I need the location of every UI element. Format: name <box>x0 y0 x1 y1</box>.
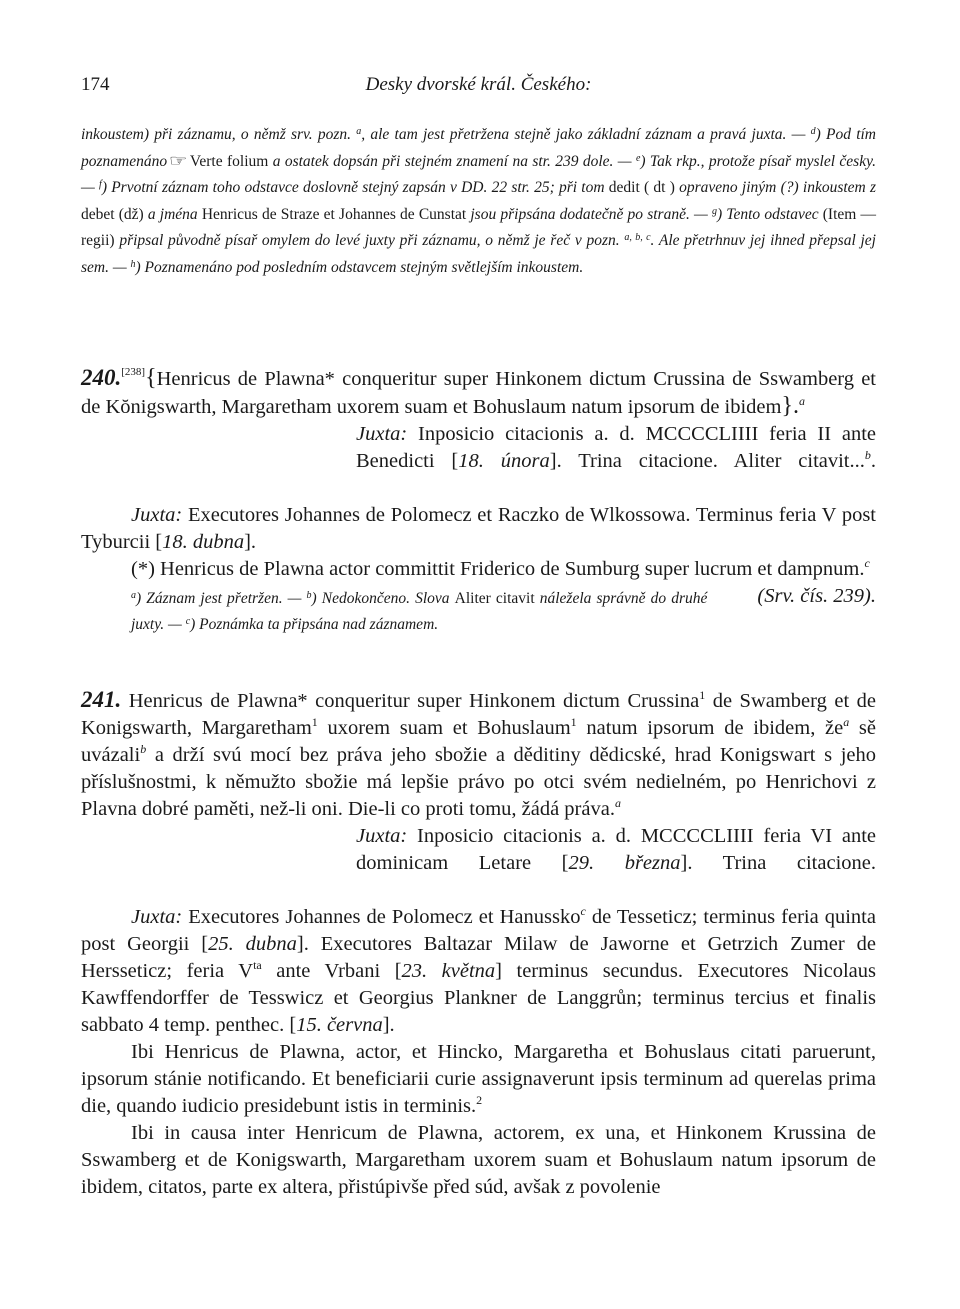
note-text: ) Poznámka ta připsána nad záznamem. <box>190 616 439 633</box>
entry-text: uxorem suam et Bohuslaum <box>317 717 571 739</box>
page-number: 174 <box>81 74 110 95</box>
footnotes-continued <box>81 122 876 282</box>
footnote-ref: 1 <box>699 688 706 702</box>
note-quote: Aliter citavit <box>454 590 535 607</box>
juxta-label: Juxta: <box>356 825 408 847</box>
note-text: inkoustem) při záznamu, o němž srv. pozn. <box>81 126 357 143</box>
note-marker: a <box>614 796 621 810</box>
ordinal-suffix: ta <box>253 958 262 972</box>
note-marker: c <box>864 556 870 570</box>
addition-text: (*) Henricus de Plawna actor committit Friderico de Sumburg super lucrum et dampnum. <box>131 558 865 580</box>
note-marker: e <box>635 152 641 164</box>
note-marker: b <box>140 742 147 756</box>
entry-number: 241. <box>81 687 122 712</box>
juxta-text: ]. <box>244 531 257 553</box>
date-note: 25. dubna <box>208 933 297 955</box>
juxta-text: . <box>870 450 877 472</box>
note-text: ) Záznam jest přetržen. — <box>136 590 307 607</box>
note-text: ) Pod tím poznamenáno <box>81 126 876 170</box>
date-note: 29. března <box>568 852 681 874</box>
entry-241-paragraph-3 <box>81 1039 876 1120</box>
entry-text: natum ipsorum de ibidem, že <box>576 717 844 739</box>
note-text: . Ale přetrhnuv jej ihned přepsal jej sem. — <box>81 232 876 276</box>
note-marker: c <box>580 904 586 918</box>
juxta-label: Juxta: <box>356 423 408 445</box>
footnote-ref: 1 <box>570 715 577 729</box>
entry-241-juxta-1 <box>81 823 876 904</box>
juxta-text: Executores Johannes de Polomecz et Raczko de Wlkossowa. Terminus feria V post Tyburcii [ <box>81 504 876 553</box>
note-marker: a <box>131 590 136 601</box>
entry-number: 240. <box>81 365 122 390</box>
footnote-ref: 2 <box>476 1093 483 1107</box>
juxta-text: ]. <box>382 1014 395 1036</box>
note-marker: b <box>306 590 312 601</box>
note-marker: c <box>185 616 191 627</box>
note-text: náležela správně do druhé juxty. — <box>131 590 708 633</box>
entry-text: de Swamberg et de Konigswarth, Margaretham <box>81 690 876 739</box>
note-quote: dedit ( dt ) <box>608 179 675 197</box>
juxta-text: ]. Trina citacione. Aliter citavit... <box>549 450 865 472</box>
note-quote: (Item — regii) <box>81 205 877 250</box>
juxta-text: ] terminus secundus. Executores Nicolaus Kawffendorffer de Tesswicz et Georgius Plankner de Langgrůn; terminus tercius et finalis sabbato 4 temp. penthec. [ <box>81 960 876 1036</box>
entry-240 <box>81 364 876 638</box>
brace-close: }. <box>781 393 800 419</box>
note-text: a jména <box>143 205 202 223</box>
note-marker: a <box>843 715 850 729</box>
footnote-ref: 1 <box>311 715 318 729</box>
juxta-label: Juxta: <box>131 906 183 928</box>
page-header <box>81 74 876 104</box>
note-text: , ale tam jest přetržena stejně jako základní záznam a pravá juxta. — <box>361 126 811 143</box>
note-quote: Henricus de Straze et Johannes de Cunstat <box>201 205 467 223</box>
note-text: opraveno jiným (?) inkoustem z <box>674 179 877 197</box>
entry-241 <box>81 686 876 1201</box>
date-note: 23. května <box>401 960 496 982</box>
entry-reference: [238] <box>121 366 146 378</box>
juxta-label: Juxta: <box>131 504 183 526</box>
brace-open: { <box>145 365 157 391</box>
entry-text: Henricus de Plawna* conqueritur super Hinkonem dictum Crussina de Sswamberg et de Kŏnigswarth, Margaretham uxorem suam et Bohuslaum natum ipsorum de ibidem <box>81 368 876 418</box>
note-text: ) Prvotní záznam toho odstavce doslovně stejný zapsán v DD. 22 str. 25; při tom <box>101 179 609 197</box>
entry-text: Ibi Henricus de Plawna, actor, et Hincko, Margaretha et Bohuslaus citati paruerunt, ipsorum stánie notificando. Et beneficiarii curie assignaverunt ipsis terminum ad querelas prima die, quando iudicio presidebunt istis in terminis. <box>81 1041 876 1117</box>
date-note: 15. června <box>296 1014 383 1036</box>
note-text: ) Tento odstavec <box>716 205 823 223</box>
note-marker: a, b, c <box>624 232 651 244</box>
note-text: a ostatek dopsán při stejném znamení na str. 239 dole. — <box>268 152 636 170</box>
note-text: ) Tak rkp., protože písař myslel česky. — <box>81 152 876 197</box>
entry-text: sě uvázali <box>81 717 876 766</box>
cross-reference: (Srv. čís. 239). <box>757 585 876 607</box>
date-note: 18. dubna <box>162 531 245 553</box>
juxta-text: ]. Executores Baltazar Milaw de Jaworne et Getrzich Zumer de Hersseticz; feria V <box>81 933 876 982</box>
note-marker: b <box>864 448 871 462</box>
note-marker: g <box>711 205 717 217</box>
entry-text: Ibi in causa inter Henricum de Plawna, actorem, ex una, et Hinkonem Krussina de Sswamberg et de Konigswarth, Margaretham uxorem suam et Bohuslaum natum ipsorum de ibidem, citatos, parte ex altera, přistúpivše před súd, avšak z povolenie <box>81 1122 876 1198</box>
juxta-text: Executores Johannes de Polomecz et Hanussko <box>182 906 581 928</box>
entry-240-body <box>81 364 876 421</box>
pointing-hand-icon: ☞ <box>169 152 188 170</box>
entry-241-body <box>81 686 876 823</box>
entry-240-juxta-1 <box>81 421 876 502</box>
note-text: připsal původně písař omylem do levé juxty při záznamu, o němž je řeč v pozn. <box>114 232 625 250</box>
juxta-text: ante Vrbani [ <box>261 960 402 982</box>
entry-241-paragraph-4 <box>81 1120 876 1201</box>
entry-text: a drží svú mocí bez práva jeho sbožie a děditiny dědicské, hrad Konigswart s jeho příslušnostmi, k němužto sbožie má lepšie právo po otci svém nedielném, po Henrichovi z Plavna dobré paměti, než-li oni. Die-li co proti tomu, žádá práva. <box>81 744 876 820</box>
note-quote: Verte folium <box>185 152 269 170</box>
juxta-text: Inposicio citacionis a. d. MCCCCLIIII feria II ante Benedicti [ <box>356 423 876 472</box>
entry-241-executores <box>81 904 876 1039</box>
juxta-text: ]. Trina citacione. <box>680 852 876 874</box>
entry-240-executores <box>81 502 876 556</box>
note-text: ) Poznamenáno pod posledním odstavcem stejným světlejším inkoustem. <box>135 258 584 276</box>
note-marker: a <box>356 126 362 137</box>
date-note: 18. února <box>458 450 550 472</box>
note-marker: h <box>130 258 136 270</box>
note-text: ) Nedokončeno. Slova <box>311 590 455 607</box>
juxta-text: Inposicio citacionis a. d. MCCCCLIIII feria VI ante dominicam Letare [ <box>356 825 876 874</box>
note-marker: d <box>810 126 816 137</box>
note-marker: f <box>99 179 102 191</box>
juxta-text: de Tesseticz; terminus feria quinta post Georgii [ <box>81 906 876 955</box>
note-quote: debet (dž) <box>81 205 144 223</box>
note-marker: a <box>799 394 806 408</box>
note-text: jsou připsána dodatečně po straně. — <box>466 205 712 223</box>
running-title: Desky dvorské král. Českého: <box>365 74 592 95</box>
entry-text: Henricus de Plawna* conqueritur super Hinkonem dictum Crussina <box>121 690 700 712</box>
